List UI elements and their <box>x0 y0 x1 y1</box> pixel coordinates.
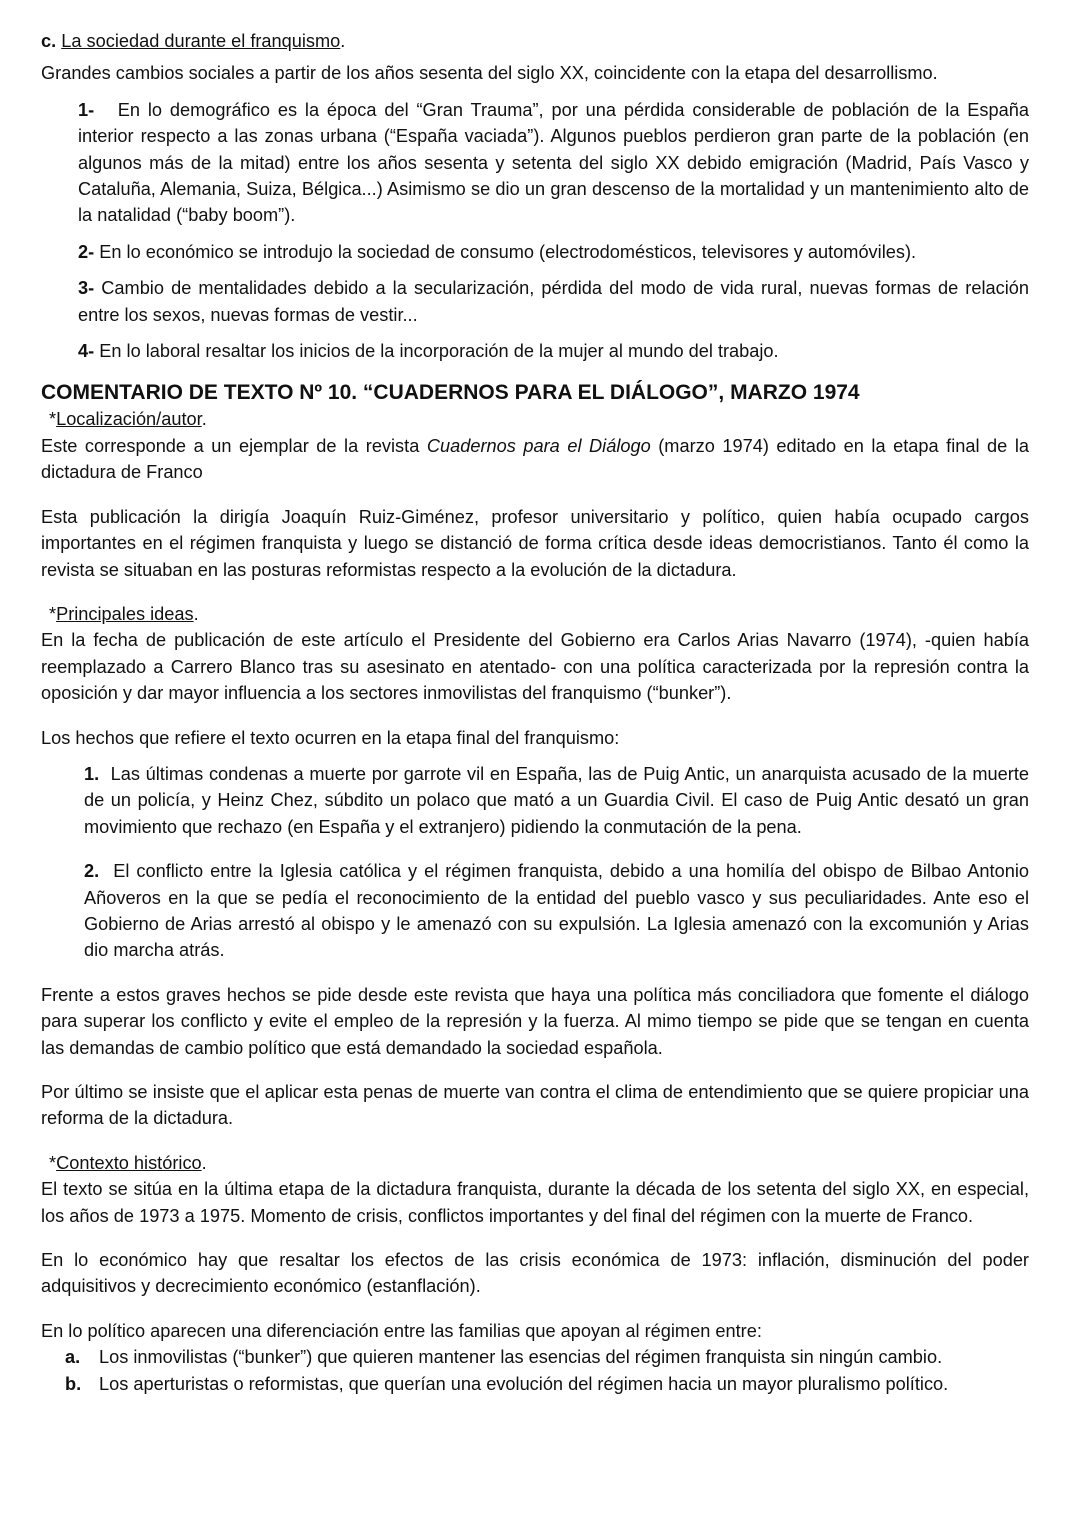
localizacion-paragraph: Este corresponde a un ejemplar de la revista Cuadernos para el Diálogo (marzo 1974) editado en la etapa final de la dictadura de Franco <box>41 435 1029 483</box>
list-item: a. Los inmovilistas (“bunker”) que quieren mantener las esencias del régimen franquista sin ningún cambio. <box>65 1347 943 1368</box>
contexto-title: *Contexto histórico. <box>49 1152 207 1173</box>
ideas-title: *Principales ideas. <box>49 603 199 624</box>
ideas-list <box>84 751 1029 964</box>
commentary-heading: COMENTARIO DE TEXTO Nº 10. “CUADERNOS PARA EL DIÁLOGO”, MARZO 1974 <box>41 381 860 405</box>
section-title: La sociedad durante el franquismo <box>61 31 341 51</box>
ideas-paragraph: En la fecha de publicación de este artículo el Presidente del Gobierno era Carlos Arias Navarro (1974), -quien había reemplazado a Carrero Blanco tras su asesinato en atentado- con una política caracterizada por la represión contra la oposición y dar mayor influencia a los sectores inmovilistas del franquismo (“bunker”). <box>41 630 1029 704</box>
contexto-paragraph: En lo económico hay que resaltar los efectos de las crisis económica de 1973: inflación, disminución del poder adquisitivos y decrecimiento económico (estanflación). <box>41 1250 1029 1297</box>
localizacion-title: *Localización/autor. <box>49 409 207 430</box>
list-item: 2. El conflicto entre la Iglesia católica y el régimen franquista, debido a una homilía del obispo de Bilbao Antonio Añoveros en la que se pedía el reconocimiento de la entidad del pueblo vasco y sus peculiaridades. Ante eso el Gobierno de Arias arrestó al obispo y le amenazó con su expulsión. La Iglesia amenazó con la excomunión y Arias dio marcha atrás. <box>84 861 1029 961</box>
list-item: b. Los aperturistas o reformistas, que querían una evolución del régimen hacia un mayor pluralismo político. <box>65 1373 949 1394</box>
list-item: 4- En lo laboral resaltar los inicios de la incorporación de la mujer al mundo del trabajo. <box>78 341 779 362</box>
list-item: 3- Cambio de mentalidades debido a la secularización, pérdida del modo de vida rural, nuevas formas de relación entre los sexos, nuevas formas de vestir... <box>78 278 1029 325</box>
section-c-intro: Grandes cambios sociales a partir de los años sesenta del siglo XX, coincidente con la etapa del desarrollismo. <box>41 63 938 84</box>
section-c-title <box>41 28 1029 54</box>
list-item: 1. Las últimas condenas a muerte por garrote vil en España, las de Puig Antic, un anarquista acusado de la muerte de un policía, y Heinz Chez, súbdito un polaco que mató a un Guardia Civil. El caso de Puig Antic desató un gran movimiento que rechazo (en España y el extranjero) pidiendo la conmutación de la pena. <box>84 763 1029 837</box>
magazine-title: Cuadernos para el Diálogo <box>426 435 651 456</box>
list-item: 2- En lo económico se introdujo la sociedad de consumo (electrodomésticos, televisores y automóviles). <box>78 241 917 262</box>
contexto-paragraph: El texto se sitúa en la última etapa de la dictadura franquista, durante la década de los setenta del siglo XX, en especial, los años de 1973 a 1975. Momento de crisis, conflictos importantes y del final del régimen con la muerte de Franco. <box>41 1179 1029 1226</box>
contexto-paragraph: En lo político aparecen una diferenciación entre las familias que apoyan al régimen entre: <box>41 1320 762 1341</box>
section-c-list <box>78 87 1029 365</box>
title-end: . <box>340 31 346 51</box>
ideas-paragraph: Frente a estos graves hechos se pide desde este revista que haya una política más conciliadora que fomente el diálogo para superar los conflicto y evite el empleo de la represión y la fuerza. Al mimo tiempo se pide que se tengan en cuenta las demandas de cambio político que está demandado la sociedad española. <box>41 984 1029 1058</box>
list-item: 1- En lo demográfico es la época del “Gran Trauma”, por una pérdida considerable de población de la España interior respecto a las zonas urbana (“España vaciada”). Algunos pueblos perdieron gran parte de la población (en algunos más de la mitad) entre los años sesenta y setenta del siglo XX debido emigración (Madrid, País Vasco y Cataluña, Alemania, Suiza, Bélgica...) Asimismo se dio un gran descenso de la mortalidad y un mantenimiento alto de la natalidad (“baby boom”). <box>78 99 1029 226</box>
document-page <box>41 28 1029 1397</box>
ideas-paragraph: Los hechos que refiere el texto ocurren en la etapa final del franquismo: <box>41 727 620 748</box>
ideas-paragraph: Por último se insiste que el aplicar esta penas de muerte van contra el clima de entendimiento que se quiere propiciar una reforma de la dictadura. <box>41 1082 1029 1129</box>
section-label: c. <box>41 31 57 51</box>
localizacion-paragraph: Esta publicación la dirigía Joaquín Ruiz-Giménez, profesor universitario y político, quien había ocupado cargos importantes en el régimen franquista y luego se distanció de forma crítica desde ideas democristianos. Tanto él como la revista se situaban en las posturas reformistas respecto a la evolución de la dictadura. <box>41 506 1029 580</box>
